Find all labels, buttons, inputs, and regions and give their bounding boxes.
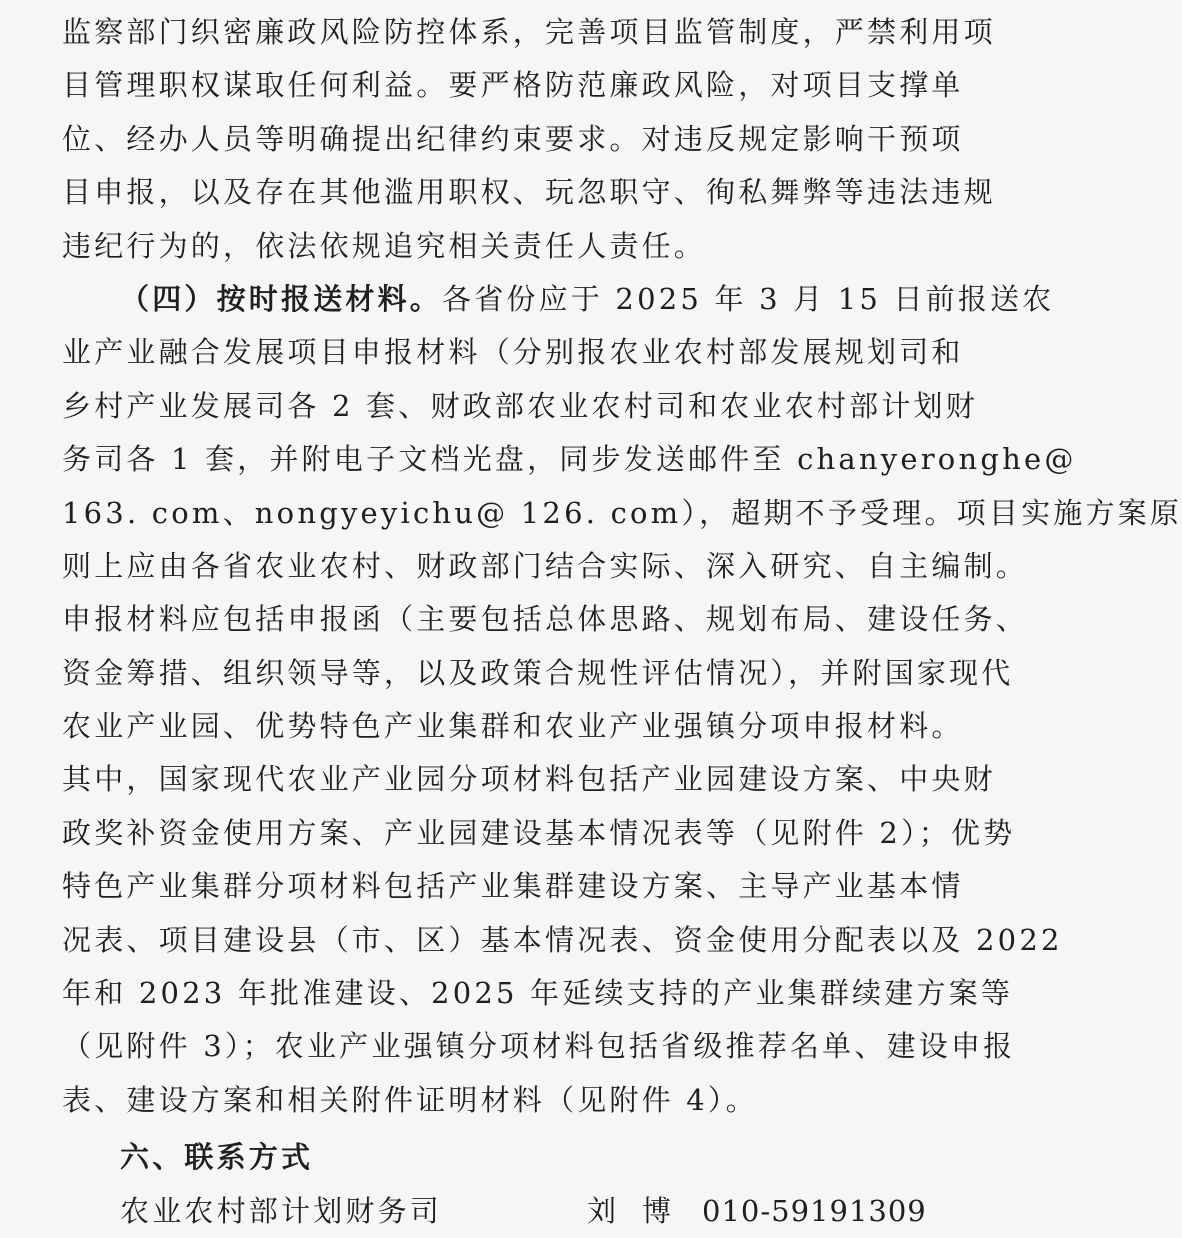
text-line: 乡村产业发展司各 2 套、财政部农业农村司和农业农村部计划财: [62, 388, 978, 423]
paragraph-2: [62, 273, 1182, 1127]
text-line: 业产业融合发展项目申报材料（分别报农业农村部发展规划司和: [62, 335, 964, 370]
text-line: 表、建设方案和相关附件证明材料（见附件 4）。: [62, 1082, 758, 1117]
text-line: 163. com、nongyeyichu@ 126. com），超期不予受理。项目实施方案原: [62, 495, 1182, 530]
contact-row: [62, 1185, 927, 1238]
section-6: [62, 1131, 927, 1237]
text-line: 位、经办人员等明确提出纪律约束要求。对违反规定影响干预项: [62, 121, 964, 156]
text-line: （见附件 3）；农业产业强镇分项材料包括省级推荐名单、建设申报: [62, 1029, 1016, 1064]
text-span: 各省份应于 2025 年 3 月 15 日前报送农: [442, 281, 1055, 316]
text-line: 农业产业园、优势特色产业集群和农业产业强镇分项申报材料。: [62, 709, 964, 744]
text-line: 违纪行为的，依法依规追究相关责任人责任。: [62, 228, 707, 263]
text-line: 务司各 1 套，并附电子文档光盘，同步发送邮件至 chanyeronghe@: [62, 442, 1077, 477]
text-line: 特色产业集群分项材料包括产业集群建设方案、主导产业基本情: [62, 869, 964, 904]
text-line: 目管理职权谋取任何利益。要严格防范廉政风险，对项目支撑单: [62, 68, 964, 103]
text-line: 目申报，以及存在其他滥用职权、玩忽职守、徇私舞弊等违法违规: [62, 175, 996, 210]
text-line: 监察部门织密廉政风险防控体系，完善项目监管制度，严禁利用项: [62, 15, 996, 49]
section-heading: 六、联系方式: [120, 1140, 314, 1175]
contact-phone: 010-59191309: [702, 1193, 927, 1228]
paragraph-1: [62, 6, 996, 273]
text-line: [62, 273, 1055, 326]
text-line: 况表、项目建设县（市、区）基本情况表、资金使用分配表以及 2022: [62, 922, 1063, 957]
contact-person: 刘博: [587, 1193, 698, 1228]
text-line: 资金筹措、组织领导等，以及政策合规性评估情况），并附国家现代: [62, 655, 1014, 690]
contact-department: 农业农村部计划财务司: [120, 1193, 443, 1228]
text-line: 年和 2023 年批准建设、2025 年延续支持的产业集群续建方案等: [62, 976, 1014, 1011]
text-line: 政奖补资金使用方案、产业园建设基本情况表等（见附件 2）；优势: [62, 815, 1016, 850]
text-line: 申报材料应包括申报函（主要包括总体思路、规划布局、建设任务、: [62, 602, 1029, 637]
text-line: 则上应由各省农业农村、财政部门结合实际、深入研究、自主编制。: [62, 548, 1029, 583]
subsection-heading: （四）按时报送材料。: [120, 281, 443, 316]
text-line: 其中，国家现代农业产业园分项材料包括产业园建设方案、中央财: [62, 762, 996, 797]
